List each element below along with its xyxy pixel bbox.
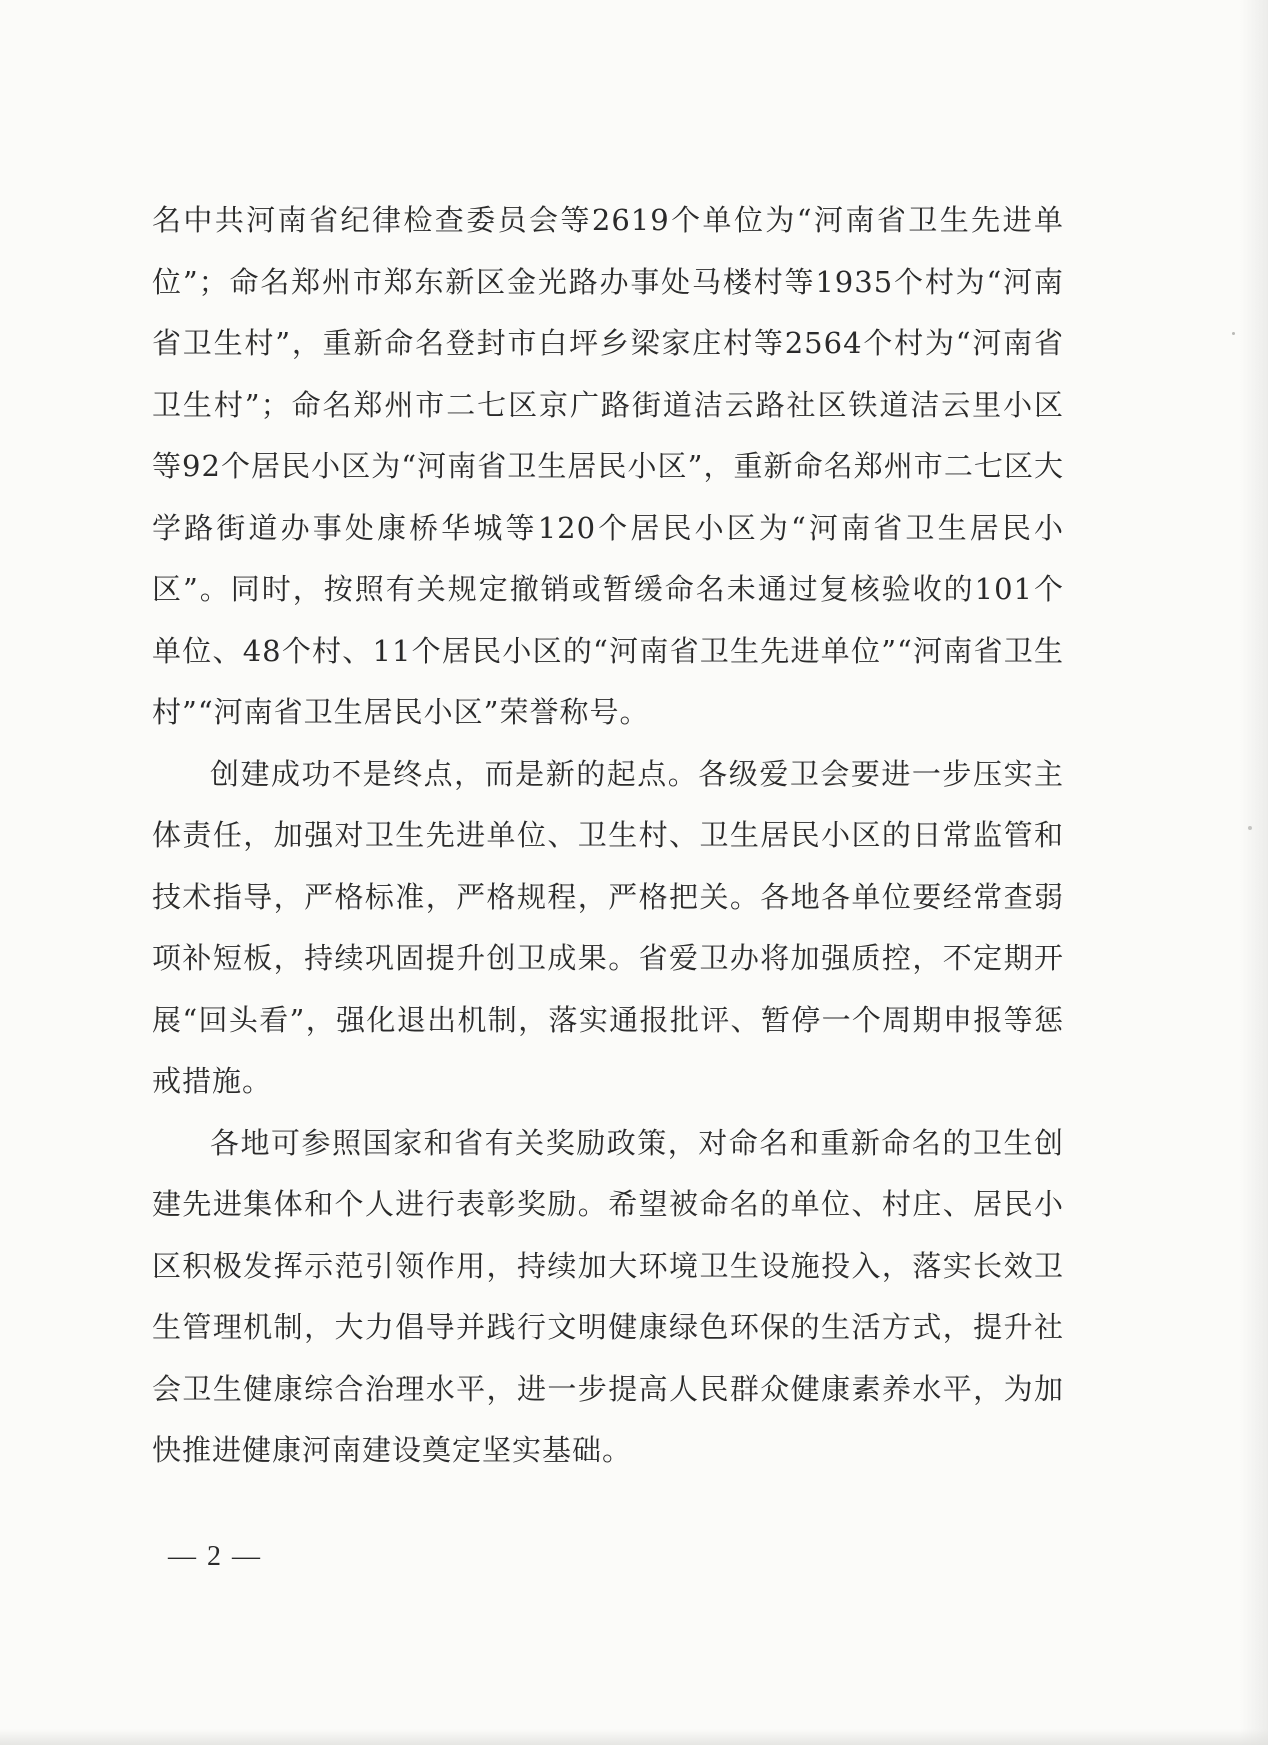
scan-edge-shadow-bottom: [0, 1729, 1268, 1745]
scan-speck: [1232, 332, 1235, 335]
paragraph-continued: 名中共河南省纪律检查委员会等2619个单位为“河南省卫生先进单位”；命名郑州市郑东新区金光路办事处马楼村等1935个村为“河南省卫生村”，重新命名登封市白坪乡梁家庄村等2564个村为“河南省卫生村”；命名郑州市二七区京广路街道洁云路社区铁道洁云里小区等92个居民小区为“河南省卫生居民小区”，重新命名郑州市二七区大学路街道办事处康桥华城等120个居民小区为“河南省卫生居民小区”。同时，按照有关规定撤销或暂缓命名未通过复核验收的101个单位、48个村、11个居民小区的“河南省卫生先进单位”“河南省卫生村”“河南省卫生居民小区”荣誉称号。: [152, 203, 1064, 729]
paragraph-rewards: 各地可参照国家和省有关奖励政策，对命名和重新命名的卫生创建先进集体和个人进行表彰奖励。希望被命名的单位、村庄、居民小区积极发挥示范引领作用，持续加大环境卫生设施投入，落实长效卫生管理机制，大力倡导并践行文明健康绿色环保的生活方式，提升社会卫生健康综合治理水平，进一步提高人民群众健康素养水平，为加快推进健康河南建设奠定坚实基础。: [152, 1125, 1064, 1467]
page-number: — 2 —: [168, 1541, 262, 1572]
document-body: [152, 190, 1064, 1482]
paragraph-supervision: 创建成功不是终点，而是新的起点。各级爱卫会要进一步压实主体责任，加强对卫生先进单位、卫生村、卫生居民小区的日常监管和技术指导，严格标准，严格规程，严格把关。各地各单位要经常查弱项补短板，持续巩固提升创卫成果。省爱卫办将加强质控，不定期开展“回头看”，强化退出机制，落实通报批评、暂停一个周期申报等惩戒措施。: [152, 756, 1064, 1098]
scan-edge-shadow-right: [1240, 0, 1268, 1745]
